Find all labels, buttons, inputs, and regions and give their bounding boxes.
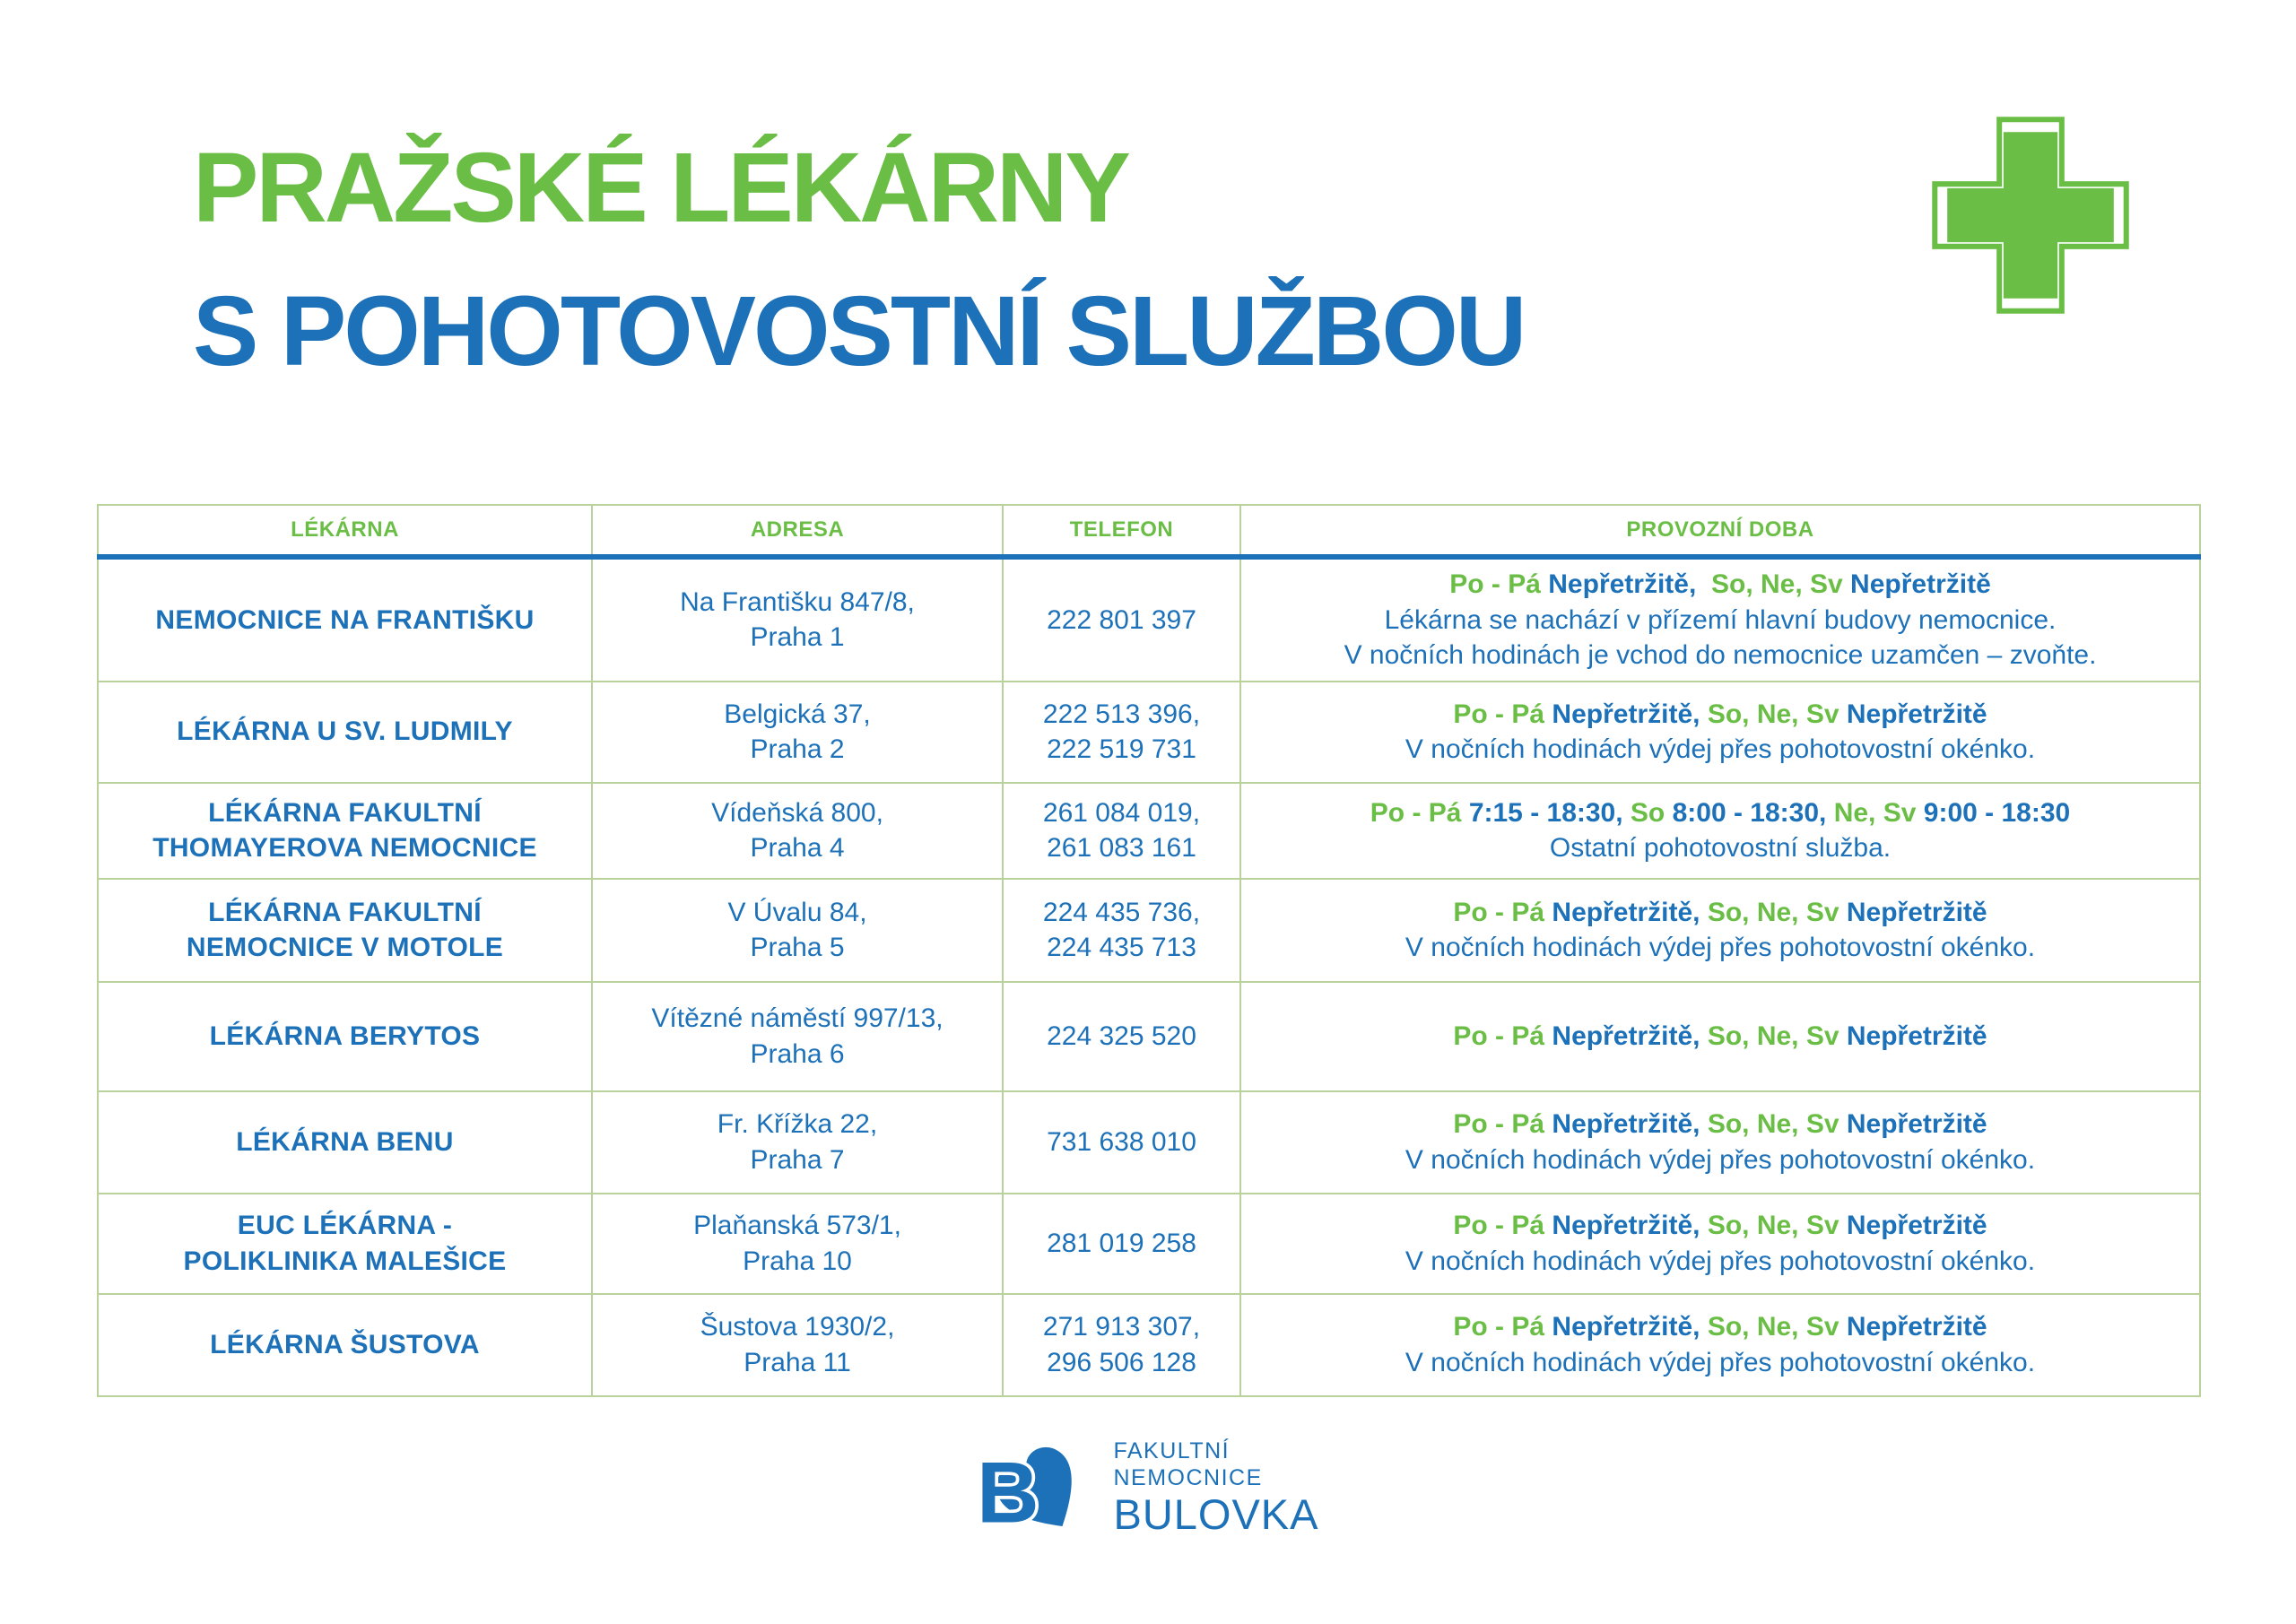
table-row — [98, 879, 2200, 982]
pharmacy-name-line: THOMAYEROVA NEMOCNICE — [152, 833, 537, 864]
hours-segment: Nepřetržitě — [1846, 1109, 1987, 1140]
hours-segment: Nepřetržitě, — [1552, 897, 1708, 927]
phone-cell — [1003, 982, 1240, 1091]
address-line: V Úvalu 84, — [727, 897, 867, 927]
column-header-telefon: TELEFON — [1003, 505, 1240, 557]
pharmacy-name-line: EUC LÉKÁRNA - — [237, 1211, 453, 1241]
hours-note-line: V nočních hodinách výdej přes pohotovostní okénko. — [1405, 1144, 2036, 1175]
hours-segment: Nepřetržitě — [1846, 699, 1987, 729]
phone-cell — [1003, 682, 1240, 783]
title-line-2: S POHOTOVOSTNÍ SLUŽBOU — [193, 276, 1525, 386]
hours-main-line — [1254, 1208, 2187, 1244]
address-cell — [592, 1194, 1003, 1294]
address-cell — [592, 1294, 1003, 1396]
hours-segment: Nepřetržitě, — [1552, 1312, 1708, 1342]
hours-segment: So, Ne, Sv — [1707, 1211, 1847, 1241]
pharmacy-name-line: LÉKÁRNA BENU — [236, 1126, 454, 1157]
table-header-row — [98, 505, 2200, 557]
pharmacy-name-cell — [98, 879, 592, 982]
column-header-adresa: ADRESA — [592, 505, 1003, 557]
hours-segment: So, Ne, Sv — [1707, 1109, 1847, 1140]
pharmacy-name-line: LÉKÁRNA FAKULTNÍ — [208, 897, 482, 927]
hours-note-line: V nočních hodinách výdej přes pohotovostní okénko. — [1405, 734, 2036, 765]
pharmacy-name-line: LÉKÁRNA BERYTOS — [209, 1020, 481, 1051]
pharmacy-name-cell — [98, 682, 592, 783]
address-line: Vítězné náměstí 997/13, — [651, 1003, 944, 1034]
hours-segment: Po - Pá — [1449, 569, 1549, 599]
hospital-name-line-2: NEMOCNICE — [1113, 1464, 1263, 1490]
hours-segment: So, Ne, Sv — [1707, 1020, 1847, 1051]
hospital-name-line-1: FAKULTNÍ — [1113, 1438, 1231, 1463]
address-cell — [592, 982, 1003, 1091]
hours-segment: 7:15 - 18:30, — [1468, 797, 1631, 828]
hours-segment: So, Ne, Sv — [1707, 699, 1847, 729]
hours-cell — [1240, 879, 2200, 982]
hours-cell — [1240, 783, 2200, 879]
hours-main-line — [1254, 567, 2187, 603]
hours-segment: Nepřetržitě, — [1552, 1109, 1708, 1140]
pharmacy-name-cell — [98, 783, 592, 879]
hours-cell — [1240, 557, 2200, 682]
hours-segment: Nepřetržitě — [1846, 1020, 1987, 1051]
address-line: Praha 2 — [750, 734, 845, 765]
phone-number: 261 084 019, — [1042, 797, 1201, 828]
pharmacy-name-line: NEMOCNICE NA FRANTIŠKU — [155, 604, 535, 635]
hours-note-line: V nočních hodinách je vchod do nemocnice uzamčen – zvoňte. — [1344, 640, 2097, 671]
pharmacy-name-line: LÉKÁRNA U SV. LUDMILY — [177, 716, 513, 747]
address-cell — [592, 879, 1003, 982]
pharmacy-name-cell — [98, 1194, 592, 1294]
pharmacy-cross-icon — [1926, 111, 2135, 319]
hours-segment: 8:00 - 18:30, — [1672, 797, 1834, 828]
phone-cell — [1003, 1194, 1240, 1294]
hours-segment: Po - Pá — [1453, 1312, 1552, 1342]
hours-segment: So, Ne, Sv — [1707, 897, 1847, 927]
hours-main-line — [1254, 795, 2187, 831]
hours-cell — [1240, 1294, 2200, 1396]
hours-segment: Po - Pá — [1453, 1211, 1552, 1241]
pharmacy-name-line: LÉKÁRNA FAKULTNÍ — [208, 797, 482, 828]
phone-number: 271 913 307, — [1042, 1312, 1201, 1342]
hours-note-line: Ostatní pohotovostní služba. — [1549, 833, 1892, 864]
address-line: Praha 6 — [750, 1038, 845, 1069]
phone-cell — [1003, 879, 1240, 982]
phone-number: 222 513 396, — [1042, 699, 1201, 729]
hours-segment: Nepřetržitě — [1846, 1312, 1987, 1342]
hours-note-line: V nočních hodinách výdej přes pohotovostní okénko. — [1405, 1246, 2036, 1276]
hours-segment: So, Ne, Sv — [1710, 569, 1851, 599]
phone-number: 296 506 128 — [1047, 1347, 1196, 1377]
hours-cell — [1240, 1194, 2200, 1294]
hours-main-line — [1254, 1309, 2187, 1345]
pharmacy-name-line: NEMOCNICE V MOTOLE — [186, 933, 504, 963]
hours-main-line — [1254, 1019, 2187, 1055]
hours-note-line: Lékárna se nachází v přízemí hlavní budovy nemocnice. — [1384, 604, 2057, 635]
phone-cell — [1003, 557, 1240, 682]
hours-segment: Nepřetržitě, — [1552, 699, 1708, 729]
hours-cell — [1240, 682, 2200, 783]
address-line: Na Františku 847/8, — [680, 586, 915, 617]
table-row — [98, 982, 2200, 1091]
hospital-logo — [0, 1431, 2296, 1542]
svg-text:B: B — [977, 1445, 1040, 1541]
hours-main-line — [1254, 895, 2187, 931]
phone-number: 222 519 731 — [1047, 734, 1196, 765]
phone-number: 281 019 258 — [1047, 1228, 1196, 1258]
hours-segment: Nepřetržitě, — [1552, 1211, 1708, 1241]
table-row — [98, 783, 2200, 879]
hours-segment: So — [1630, 797, 1673, 828]
address-line: Vídeňská 800, — [711, 797, 883, 828]
phone-number: 222 801 397 — [1047, 604, 1196, 635]
address-line: Praha 5 — [750, 933, 845, 963]
pharmacy-name-cell — [98, 982, 592, 1091]
table-row — [98, 682, 2200, 783]
hours-segment: So, Ne, Sv — [1707, 1312, 1847, 1342]
hours-segment: Nepřetržitě — [1846, 897, 1987, 927]
hours-segment: 9:00 - 18:30 — [1923, 797, 2071, 828]
phone-cell — [1003, 783, 1240, 879]
bulovka-heart-logo-icon — [977, 1431, 1099, 1542]
address-line: Fr. Křížka 22, — [717, 1109, 878, 1140]
hours-segment: Ne, Sv — [1833, 797, 1924, 828]
address-line: Praha 1 — [750, 622, 845, 653]
hours-main-line — [1254, 1107, 2187, 1142]
hours-note-line: V nočních hodinách výdej přes pohotovostní okénko. — [1405, 933, 2036, 963]
phone-number: 224 325 520 — [1047, 1020, 1196, 1051]
column-header-lekarna: LÉKÁRNA — [98, 505, 592, 557]
pharmacy-table-body — [98, 557, 2200, 1396]
hours-segment: Nepřetržitě, — [1552, 1020, 1708, 1051]
address-line: Praha 11 — [744, 1347, 851, 1377]
hours-main-line — [1254, 697, 2187, 733]
page-title — [193, 133, 1525, 386]
address-line: Praha 10 — [743, 1246, 852, 1276]
hours-segment: Po - Pá — [1453, 1020, 1552, 1051]
hours-segment: Nepřetržitě — [1850, 569, 1991, 599]
hours-cell — [1240, 1091, 2200, 1194]
column-header-provozni-doba: PROVOZNÍ DOBA — [1240, 505, 2200, 557]
hours-note-line: V nočních hodinách výdej přes pohotovostní okénko. — [1405, 1347, 2036, 1377]
phone-cell — [1003, 1294, 1240, 1396]
pharmacy-name-cell — [98, 1091, 592, 1194]
address-line: Belgická 37, — [724, 699, 871, 729]
table-row — [98, 557, 2200, 682]
address-line: Šustova 1930/2, — [700, 1312, 895, 1342]
phone-number: 731 638 010 — [1047, 1126, 1196, 1157]
address-cell — [592, 1091, 1003, 1194]
hours-segment: Nepřetržitě — [1846, 1211, 1987, 1241]
table-row — [98, 1294, 2200, 1396]
pharmacies-table — [97, 504, 2201, 1397]
phone-number: 224 435 713 — [1047, 933, 1196, 963]
hours-segment: Po - Pá — [1453, 1109, 1552, 1140]
pharmacy-name-line: LÉKÁRNA ŠUSTOVA — [210, 1329, 480, 1359]
table-row — [98, 1091, 2200, 1194]
pharmacy-name-cell — [98, 557, 592, 682]
title-line-1: PRAŽSKÉ LÉKÁRNY — [193, 133, 1128, 243]
phone-number: 224 435 736, — [1042, 897, 1201, 927]
hours-cell — [1240, 982, 2200, 1091]
address-line: Plaňanská 573/1, — [693, 1211, 901, 1241]
address-line: Praha 7 — [750, 1144, 845, 1175]
address-cell — [592, 783, 1003, 879]
phone-number: 261 083 161 — [1047, 833, 1196, 864]
hours-segment: Po - Pá — [1370, 797, 1469, 828]
hospital-name — [1113, 1431, 1319, 1538]
hours-segment: Po - Pá — [1453, 897, 1552, 927]
table-row — [98, 1194, 2200, 1294]
address-line: Praha 4 — [750, 833, 845, 864]
hours-segment: Nepřetržitě, — [1548, 569, 1711, 599]
pharmacy-name-cell — [98, 1294, 592, 1396]
address-cell — [592, 557, 1003, 682]
pharmacy-name-line: POLIKLINIKA MALEŠICE — [183, 1246, 507, 1276]
phone-cell — [1003, 1091, 1240, 1194]
hours-segment: Po - Pá — [1453, 699, 1552, 729]
address-cell — [592, 682, 1003, 783]
hospital-name-line-3: BULOVKA — [1113, 1490, 1319, 1538]
